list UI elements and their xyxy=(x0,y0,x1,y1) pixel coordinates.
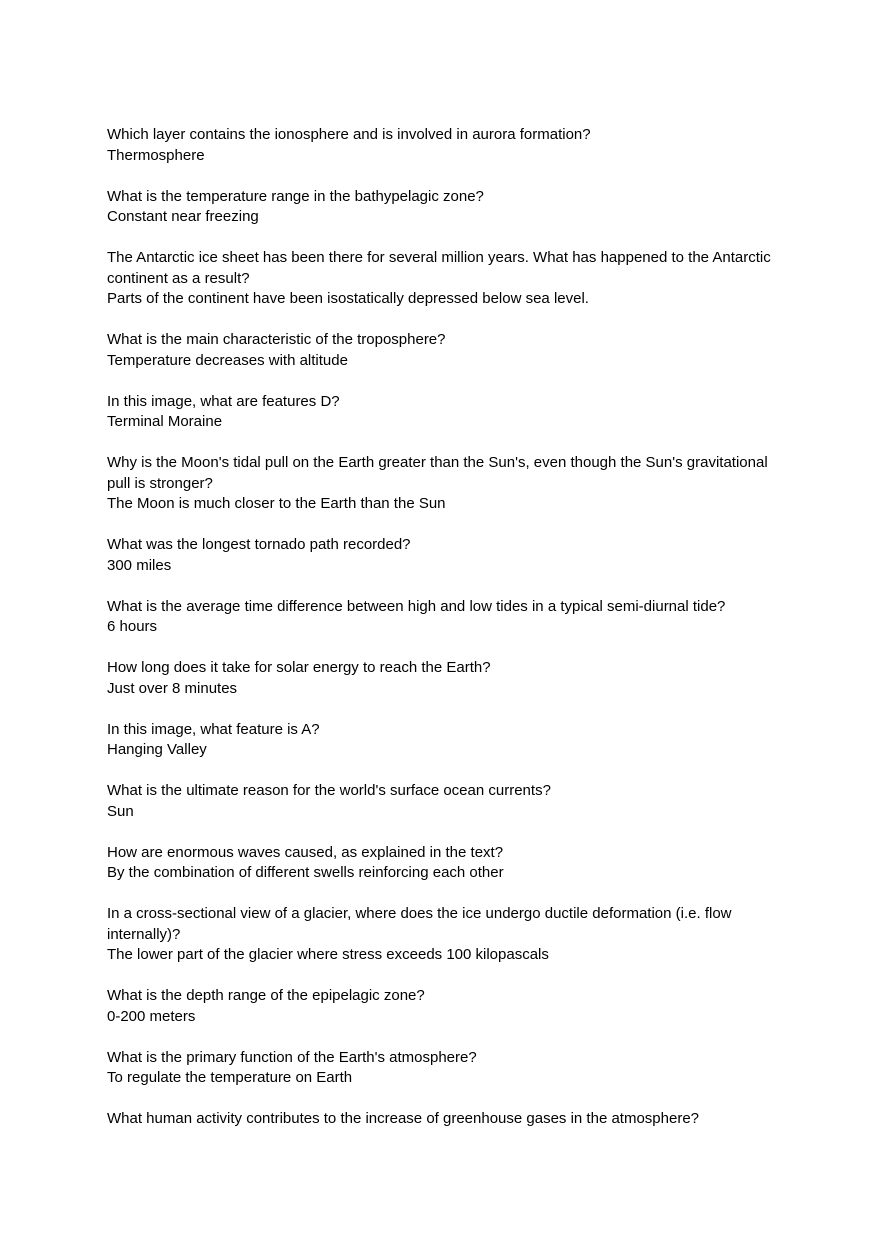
qa-item xyxy=(107,248,787,310)
qa-item xyxy=(107,125,787,166)
question-text: What is the primary function of the Earth's atmosphere? xyxy=(107,1048,477,1066)
question-text: What is the average time difference between high and low tides in a typical semi-diurnal tide? xyxy=(107,597,726,615)
answer-text: To regulate the temperature on Earth xyxy=(107,1069,353,1086)
answer-text: 6 hours xyxy=(107,618,158,635)
qa-item xyxy=(107,597,787,638)
qa-item xyxy=(107,187,787,228)
qa-item xyxy=(107,658,787,699)
answer-text: Hanging Valley xyxy=(107,741,207,758)
question-text: In a cross-sectional view of a glacier, where does the ice undergo ductile deformation (i.e. flow internally)? xyxy=(107,905,732,943)
qa-item xyxy=(107,330,787,371)
answer-text: Parts of the continent have been isostatically depressed below sea level. xyxy=(107,290,589,307)
qa-item xyxy=(107,904,787,966)
qa-item xyxy=(107,720,787,761)
question-text: Which layer contains the ionosphere and is involved in aurora formation? xyxy=(107,126,591,143)
answer-text: Sun xyxy=(107,802,134,820)
document-page xyxy=(107,125,787,1150)
qa-item xyxy=(107,453,787,515)
question-text: In this image, what are features D? xyxy=(107,392,340,410)
answer-text: The Moon is much closer to the Earth than the Sun xyxy=(107,495,446,512)
question-text: In this image, what feature is A? xyxy=(107,720,320,738)
answer-text: Constant near freezing xyxy=(107,208,259,225)
question-text: What human activity contributes to the increase of greenhouse gases in the atmosphere? xyxy=(107,1110,700,1127)
qa-item xyxy=(107,535,787,576)
question-text: What is the main characteristic of the troposphere? xyxy=(107,331,446,348)
answer-text: Terminal Moraine xyxy=(107,413,223,430)
answer-text: Thermosphere xyxy=(107,146,205,164)
answer-text: Temperature decreases with altitude xyxy=(107,351,348,369)
answer-text: 300 miles xyxy=(107,556,172,574)
qa-item xyxy=(107,843,787,884)
qa-item xyxy=(107,392,787,433)
question-text: What was the longest tornado path recorded? xyxy=(107,536,411,553)
question-text: What is the depth range of the epipelagic zone? xyxy=(107,987,425,1004)
answer-text: By the combination of different swells reinforcing each other xyxy=(107,864,504,881)
qa-item xyxy=(107,1048,787,1089)
qa-item xyxy=(107,781,787,822)
question-text: What is the ultimate reason for the world's surface ocean currents? xyxy=(107,782,551,799)
question-text: The Antarctic ice sheet has been there for several million years. What has happened to the Antarctic continent as a result? xyxy=(107,249,771,287)
question-text: Why is the Moon's tidal pull on the Earth greater than the Sun's, even though the Sun's gravitational pull is stronger? xyxy=(107,454,768,492)
qa-item xyxy=(107,986,787,1027)
answer-text: 0-200 meters xyxy=(107,1007,196,1025)
question-text: How long does it take for solar energy to reach the Earth? xyxy=(107,659,491,676)
question-text: What is the temperature range in the bathypelagic zone? xyxy=(107,187,484,205)
answer-text: The lower part of the glacier where stress exceeds 100 kilopascals xyxy=(107,946,549,963)
answer-text: Just over 8 minutes xyxy=(107,679,238,697)
question-text: How are enormous waves caused, as explained in the text? xyxy=(107,843,504,861)
qa-item xyxy=(107,1109,787,1130)
